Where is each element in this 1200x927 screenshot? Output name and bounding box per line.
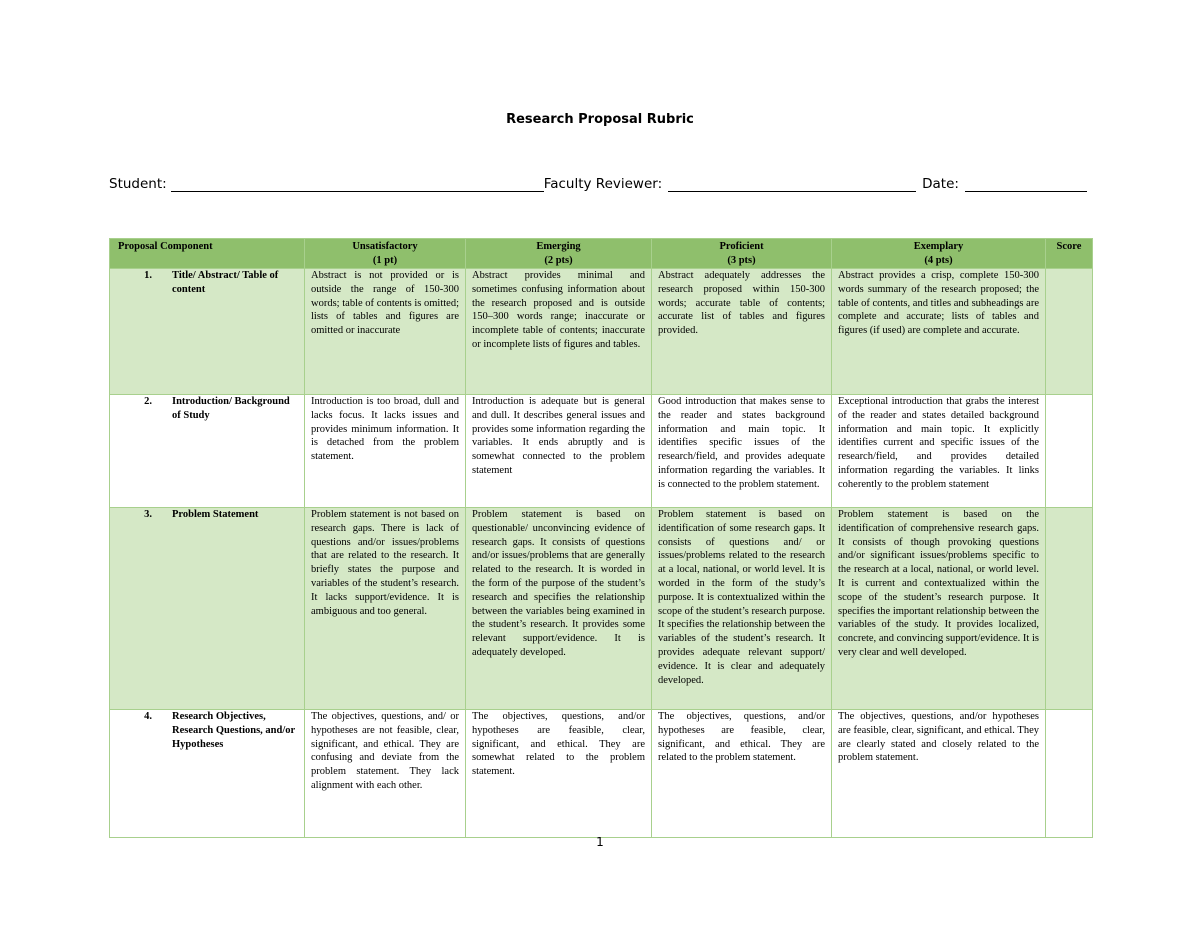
emerging-cell: The objectives, questions, and/or hypotheses are feasible, clear, significant, and ethical. They are somewhat related to the problem statement.: [466, 710, 652, 838]
student-name-field[interactable]: [171, 177, 544, 192]
header-score: Score: [1046, 239, 1093, 269]
reviewer-info-line: [109, 176, 1089, 192]
header-proficient: [652, 239, 832, 269]
component-name: Title/ Abstract/ Table of content: [172, 270, 279, 295]
exemplary-cell: Abstract provides a crisp, complete 150-300 words summary of the research proposed; the table of contents, and titles and subheadings are complete and accurate; lists of tables and figures (if used) are complete and accurate.: [832, 269, 1046, 395]
header-proficient-label: Proficient: [719, 241, 764, 252]
table-row: [110, 395, 1093, 508]
header-emerging-label: Emerging: [536, 241, 581, 252]
page-title: Research Proposal Rubric: [506, 112, 694, 127]
page-number: 1: [596, 835, 604, 849]
header-exemplary-label: Exemplary: [913, 241, 964, 252]
faculty-reviewer-label: Faculty Reviewer:: [543, 176, 663, 192]
date-label: Date:: [922, 176, 959, 192]
table-row: [110, 508, 1093, 710]
header-component: Proposal Component: [110, 239, 305, 269]
component-cell: [110, 710, 305, 838]
score-cell[interactable]: [1046, 508, 1093, 710]
component-cell: [110, 395, 305, 508]
unsatisfactory-cell: Introduction is too broad, dull and lacks focus. It lacks issues and provides minimum information. It is detached from the problem statement.: [305, 395, 466, 508]
component-number: 4.: [144, 711, 152, 722]
table-row: [110, 710, 1093, 838]
score-cell[interactable]: [1046, 269, 1093, 395]
header-row: [110, 239, 1093, 269]
emerging-cell: Abstract provides minimal and sometimes confusing information about the research proposed and is outside 150–300 words range; inaccurate or incomplete table of contents; inaccurate or incomplete lists of figures and tables.: [466, 269, 652, 395]
proficient-cell: Good introduction that makes sense to the reader and states background information and main topic. It identifies specific issues of the research/field, and provides adequate information regarding the variables. It is connected to the problem statement.: [652, 395, 832, 508]
header-exemplary: [832, 239, 1046, 269]
rubric-table: [109, 238, 1093, 838]
proficient-cell: The objectives, questions, and/or hypotheses are feasible, clear, significant, and ethical. They are related to the problem statement.: [652, 710, 832, 838]
component-name: Introduction/ Background of Study: [172, 396, 290, 421]
exemplary-cell: Exceptional introduction that grabs the interest of the reader and states detailed background information and main topic. It explicitly identifies current and specific issues of the research/field, and provides detailed information regarding the variables. It links coherently to the problem statement: [832, 395, 1046, 508]
score-cell[interactable]: [1046, 710, 1093, 838]
component-number: 2.: [144, 396, 152, 407]
header-unsatisfactory-points: (1 pt): [372, 254, 398, 266]
component-cell: [110, 269, 305, 395]
header-exemplary-points: (4 pts): [924, 254, 953, 266]
table-row: [110, 269, 1093, 395]
component-name: Research Objectives, Research Questions, and/or Hypotheses: [172, 711, 295, 750]
component-cell: [110, 508, 305, 710]
unsatisfactory-cell: The objectives, questions, and/ or hypotheses are not feasible, clear, significant, and ethical. They are confusing and deviate from the problem statement. They lack alignment with each other.: [305, 710, 466, 838]
header-unsatisfactory-label: Unsatisfactory: [352, 241, 418, 252]
header-unsatisfactory: [305, 239, 466, 269]
student-label: Student:: [109, 176, 167, 192]
component-number: 3.: [144, 509, 152, 520]
emerging-cell: Problem statement is based on questionable/ unconvincing evidence of research gaps. It consists of questions and/or issues/problems that are generally related to the research. It is worded in the form of the purpose of the student’s research and specifies the relationship between the variables being examined in the student’s research. It provides some relevant support/evidence. It is adequately developed.: [466, 508, 652, 710]
header-proficient-points: (3 pts): [727, 254, 756, 266]
header-emerging: [466, 239, 652, 269]
proficient-cell: Problem statement is based on identification of some research gaps. It consists of questions and/ or issues/problems related to the research at a local, national, or world level. It is worded in the form of the study’s purpose. It is contextualized within the scope of the student’s research purpose. It specifies the relationship between the variables of the student’s research. It provides adequate relevant support/ evidence. It is clear and adequately developed.: [652, 508, 832, 710]
component-name: Problem Statement: [172, 509, 259, 520]
emerging-cell: Introduction is adequate but is general and dull. It describes general issues and provides some information regarding the variables. It ends abruptly and is somewhat connected to the problem statement: [466, 395, 652, 508]
proficient-cell: Abstract adequately addresses the research proposed within 150-300 words; accurate table of contents; accurate list of tables and figures provided.: [652, 269, 832, 395]
component-number: 1.: [144, 270, 152, 281]
unsatisfactory-cell: Problem statement is not based on research gaps. There is lack of questions and/or issues/problems that are related to the research. It briefly states the purpose and variables of the student’s research. It lacks support/evidence. It is ambiguous and too general.: [305, 508, 466, 710]
unsatisfactory-cell: Abstract is not provided or is outside the range of 150-300 words; table of contents is omitted; lists of tables and figures are omitted or inaccurate: [305, 269, 466, 395]
exemplary-cell: The objectives, questions, and/or hypotheses are feasible, clear, significant, and ethical. They are clearly stated and closely related to the problem statement.: [832, 710, 1046, 838]
faculty-reviewer-field[interactable]: [668, 177, 916, 192]
exemplary-cell: Problem statement is based on the identification of comprehensive research gaps. It consists of though provoking questions and/or significant issues/problems specific to the research at a local, national, or world level. It is current and contextualized within the scope of the student’s research purpose. It specifies the important relationship between the variables of the study. It provides localized, concrete, and convincing support/evidence. It is very clear and well developed.: [832, 508, 1046, 710]
date-field[interactable]: [965, 177, 1087, 192]
score-cell[interactable]: [1046, 395, 1093, 508]
header-emerging-points: (2 pts): [544, 254, 573, 266]
